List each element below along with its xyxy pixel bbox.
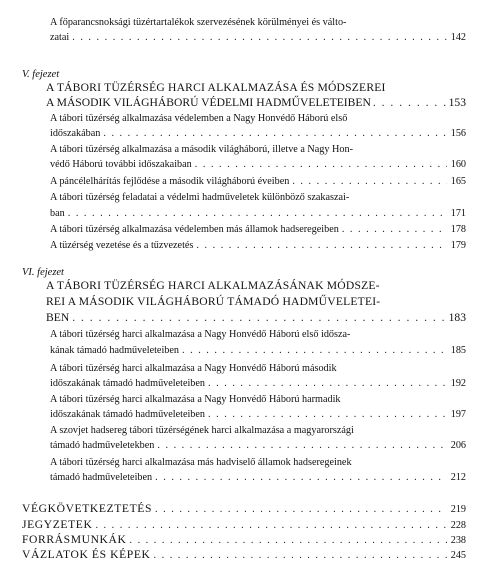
toc-entry[interactable] — [50, 408, 466, 421]
toc-entry-text: VÉGKÖVETKEZTETÉS — [22, 502, 153, 515]
toc-entry-line: A tábori tüzérség harci alkalmazása a Nagy Honvédő Háború második — [50, 363, 337, 374]
chapter-title: A MÁSODIK VILÁGHÁBORÚ VÉDELMI HADMŰVELETEIBEN — [46, 96, 371, 109]
chapter-label: V. fejezet — [22, 69, 60, 80]
toc-entry-text: kának támadó hadműveleteiben — [50, 345, 179, 356]
toc-page-number: 165 — [450, 176, 466, 187]
toc-page-number: 245 — [450, 550, 466, 561]
toc-page-number: 228 — [450, 520, 466, 531]
toc-entry-text: időszakának támadó hadműveleteiben — [50, 409, 206, 420]
toc-entry-line: A tábori tüzérség harci alkalmazása más hadviselő államok hadseregeinek — [50, 457, 352, 468]
toc-page-number: 238 — [450, 535, 466, 546]
leader-dots — [68, 207, 447, 220]
leader-dots — [155, 503, 447, 516]
leader-dots — [103, 127, 447, 140]
toc-entry[interactable] — [50, 31, 466, 44]
leader-dots — [373, 96, 447, 109]
toc-entry-line: A tábori tüzérség alkalmazása a második világháború, illetve a Nagy Hon- — [50, 144, 353, 155]
toc-page-number: 183 — [448, 311, 466, 324]
chapter-title: BEN — [46, 311, 70, 324]
toc-entry-text: támadó hadműveletekben — [50, 440, 155, 451]
toc-entry-text: zatai — [50, 32, 70, 43]
toc-page-number: 156 — [450, 128, 466, 139]
leader-dots — [182, 344, 447, 357]
toc-entry-text: VÁZLATOK ÉS KÉPEK — [22, 548, 151, 561]
toc-entry[interactable] — [50, 471, 466, 484]
leader-dots — [95, 519, 447, 532]
toc-page-number: 219 — [450, 504, 466, 515]
leader-dots — [208, 377, 447, 390]
toc-entry-text: A tábori tüzérség alkalmazása védelemben más államok hadseregeiben — [50, 224, 339, 235]
toc-entry[interactable] — [50, 377, 466, 390]
toc-entry-text: védő Háború további időszakaiban — [50, 159, 192, 170]
toc-page-number: 206 — [450, 440, 466, 451]
chapter-label: VI. fejezet — [22, 267, 64, 278]
toc-entry[interactable] — [50, 223, 466, 236]
toc-entry[interactable] — [50, 344, 466, 357]
toc-entry-text: támadó hadműveleteiben — [50, 472, 153, 483]
toc-page-number: 179 — [450, 240, 466, 251]
toc-entry-line: A tábori tüzérség harci alkalmazása a Nagy Honvédő Háború harmadik — [50, 394, 341, 405]
toc-entry[interactable] — [22, 548, 466, 562]
chapter-title: A TÁBORI TÜZÉRSÉG HARCI ALKALMAZÁSA ÉS MÓDSZEREI — [46, 81, 386, 94]
toc-entry[interactable] — [50, 439, 466, 452]
toc-entry[interactable] — [50, 127, 466, 140]
toc-entry-text: FORRÁSMUNKÁK — [22, 533, 127, 546]
toc-entry-line: A főparancsnoksági tüzértartalékok szervezésének körülményei és válto- — [50, 17, 347, 28]
toc-entry[interactable] — [50, 158, 466, 171]
toc-entry[interactable] — [50, 207, 466, 220]
toc-page-number: 192 — [450, 378, 466, 389]
toc-entry-text: A páncélelhárítás fejlődése a második világháború éveiben — [50, 176, 290, 187]
toc-page-number: 171 — [450, 208, 466, 219]
toc-entry-text: JEGYZETEK — [22, 518, 93, 531]
leader-dots — [208, 408, 447, 421]
toc-page-number: 153 — [448, 96, 466, 109]
toc-entry-line: A tábori tüzérség feladatai a védelmi hadműveletek különböző szakaszai- — [50, 192, 350, 203]
toc-page-number: 178 — [450, 224, 466, 235]
toc-entry-line: A tábori tüzérség alkalmazása védelemben a Nagy Honvédő Háború első — [50, 113, 348, 124]
toc-entry[interactable] — [46, 311, 466, 324]
toc-entry[interactable] — [22, 533, 466, 547]
toc-page-number: 212 — [450, 472, 466, 483]
leader-dots — [292, 175, 447, 188]
leader-dots — [196, 239, 447, 252]
chapter-title: A TÁBORI TÜZÉRSÉG HARCI ALKALMAZÁSÁNAK MÓDSZE- — [46, 279, 380, 292]
leader-dots — [342, 223, 447, 236]
toc-page-number: 160 — [450, 159, 466, 170]
leader-dots — [72, 31, 447, 44]
toc-entry-text: A tüzérség vezetése és a tűzvezetés — [50, 240, 194, 251]
toc-entry-line: A tábori tüzérség harci alkalmazása a Nagy Honvédő Háború első idősza- — [50, 329, 351, 340]
toc-entry[interactable] — [22, 518, 466, 532]
leader-dots — [154, 549, 448, 562]
toc-entry[interactable] — [50, 239, 466, 252]
leader-dots — [72, 311, 445, 324]
toc-entry-text: ban — [50, 208, 65, 219]
toc-entry-text: időszakának támadó hadműveleteiben — [50, 378, 206, 389]
leader-dots — [155, 471, 447, 484]
toc-page-number: 142 — [450, 32, 466, 43]
toc-entry[interactable] — [46, 96, 466, 109]
toc-entry[interactable] — [22, 502, 466, 516]
toc-entry-line: A szovjet hadsereg tábori tüzérségének harci alkalmazása a magyarországi — [50, 425, 354, 436]
toc-entry[interactable] — [50, 175, 466, 188]
leader-dots — [195, 158, 447, 171]
toc-page-number: 185 — [450, 345, 466, 356]
leader-dots — [157, 439, 447, 452]
toc-entry-text: időszakában — [50, 128, 101, 139]
toc-page-number: 197 — [450, 409, 466, 420]
leader-dots — [129, 534, 447, 547]
chapter-title: REI A MÁSODIK VILÁGHÁBORÚ TÁMADÓ HADMŰVELETEI- — [46, 295, 381, 308]
